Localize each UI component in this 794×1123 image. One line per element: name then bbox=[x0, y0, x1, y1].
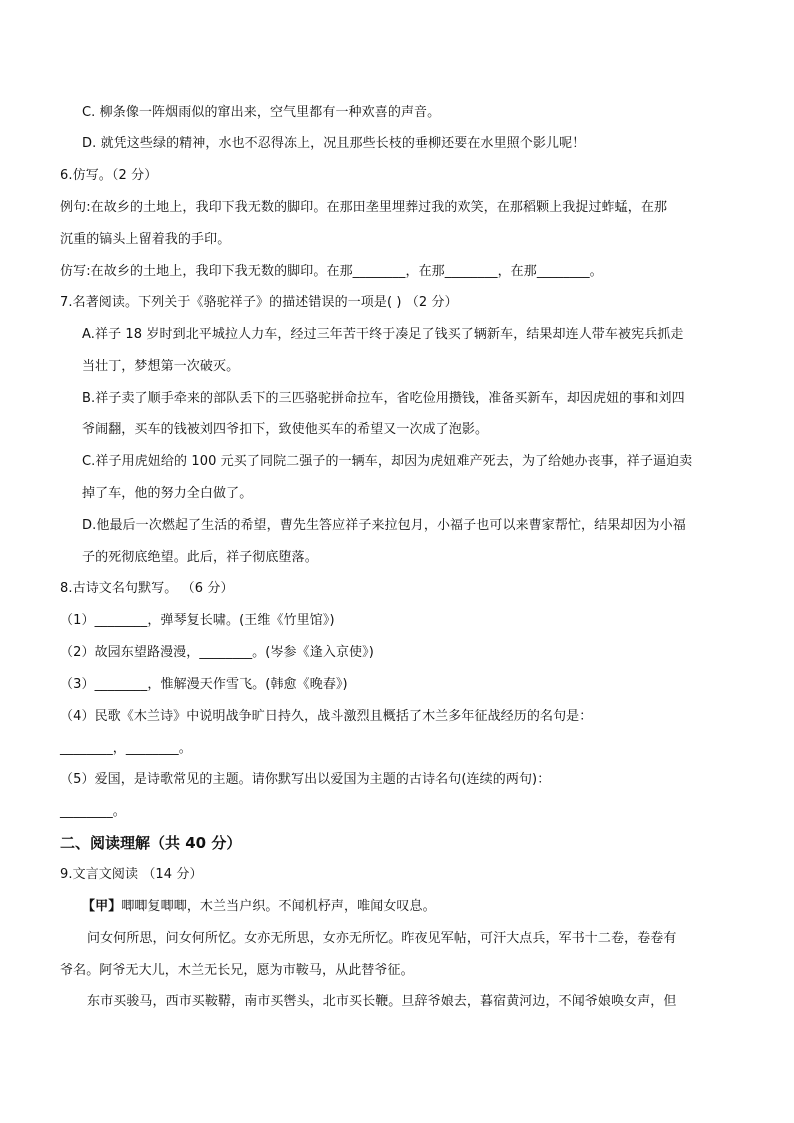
q8-item-4-line-2: ________，________。 bbox=[60, 741, 192, 756]
q7-option-b-line-2: 爷闹翻，买车的钱被刘四爷扣下，致使他买车的希望又一次成了泡影。 bbox=[82, 422, 489, 437]
q8-item-3: （3）________，惟解漫天作雪飞。(韩愈《晚春》) bbox=[60, 677, 348, 692]
q8-item-5-line-1: （5）爱国，是诗歌常见的主题。请你默写出以爱国为主题的古诗名句(连续的两句)： bbox=[60, 772, 551, 787]
section-heading: 二、阅读理解（共 40 分） bbox=[60, 834, 242, 852]
passage-label: 【甲】 bbox=[82, 899, 122, 914]
q8-item-1: （1）________，弹琴复长啸。(王维《竹里馆》) bbox=[60, 613, 335, 628]
q8-item-4-line-1: （4）民歌《木兰诗》中说明战争旷日持久，战斗激烈且概括了木兰多年征战经历的名句是： bbox=[60, 709, 593, 724]
q9-title: 9.文言文阅读 （14 分） bbox=[60, 867, 203, 882]
q7-title: 7.名著阅读。下列关于《骆驼祥子》的描述错误的一项是( ) （2 分） bbox=[60, 295, 458, 310]
q7-option-c-line-1: C.祥子用虎妞给的 100 元买了同院二强子的一辆车，却因为虎妞难产死去，为了给她办丧事，祥子逼迫卖 bbox=[82, 454, 693, 469]
passage-text: 唧唧复唧唧，木兰当户织。不闻机杼声，唯闻女叹息。 bbox=[121, 899, 436, 914]
q8-title: 8.古诗文名句默写。 （6 分） bbox=[60, 581, 234, 596]
q7-option-d-line-2: 子的死彻底绝望。此后，祥子彻底堕落。 bbox=[82, 550, 318, 565]
q6-example-line-1: 例句:在故乡的土地上，我印下我无数的脚印。在那田垄里埋葬过我的欢笑，在那稻颗上我捉过蚱蜢，在那 bbox=[60, 200, 668, 215]
q6-imitate-line: 仿写:在故乡的土地上，我印下我无数的脚印。在那________，在那________，在那________。 bbox=[60, 264, 603, 279]
q5-option-c: C. 柳条像一阵烟雨似的窜出来，空气里都有一种欢喜的声音。 bbox=[82, 105, 441, 120]
q6-title: 6.仿写。（2 分） bbox=[60, 168, 158, 183]
q9-paragraph-3-line-1: 东市买骏马，西市买鞍鞯，南市买辔头，北市买长鞭。旦辞爷娘去，暮宿黄河边，不闻爷娘唤女声，但 bbox=[87, 994, 677, 1009]
q7-option-a-line-2: 当壮丁，梦想第一次破灭。 bbox=[82, 359, 240, 374]
q7-option-a-line-1: A.祥子 18 岁时到北平城拉人力车，经过三年苦干终于凑足了钱买了辆新车，结果却连人带车被宪兵抓走 bbox=[82, 327, 684, 342]
q8-item-2: （2）故园东望路漫漫，________。(岑参《逢入京使》) bbox=[60, 645, 374, 660]
q9-paragraph-2-line-1: 问女何所思，问女何所忆。女亦无所思，女亦无所忆。昨夜见军帖，可汗大点兵，军书十二卷，卷卷有 bbox=[87, 931, 677, 946]
q7-option-c-line-2: 掉了车，他的努力全白做了。 bbox=[82, 486, 253, 501]
q7-option-b-line-1: B.祥子卖了顺手牵来的部队丢下的三匹骆驼拼命拉车，省吃俭用攒钱，准备买新车，却因虎妞的事和刘四 bbox=[82, 391, 685, 406]
q9-paragraph-1 bbox=[82, 898, 436, 916]
q7-option-d-line-1: D.他最后一次燃起了生活的希望，曹先生答应祥子来拉包月，小福子也可以来曹家帮忙，结果却因为小福 bbox=[82, 518, 686, 533]
q9-paragraph-2-line-2: 爷名。阿爷无大儿，木兰无长兄，愿为市鞍马，从此替爷征。 bbox=[60, 963, 414, 978]
q6-example-line-2: 沉重的镐头上留着我的手印。 bbox=[60, 232, 231, 247]
q5-option-d: D. 就凭这些绿的精神，水也不忍得冻上，况且那些长枝的垂柳还要在水里照个影儿呢！ bbox=[82, 136, 586, 151]
q8-item-5-line-2: ________。 bbox=[60, 804, 126, 819]
